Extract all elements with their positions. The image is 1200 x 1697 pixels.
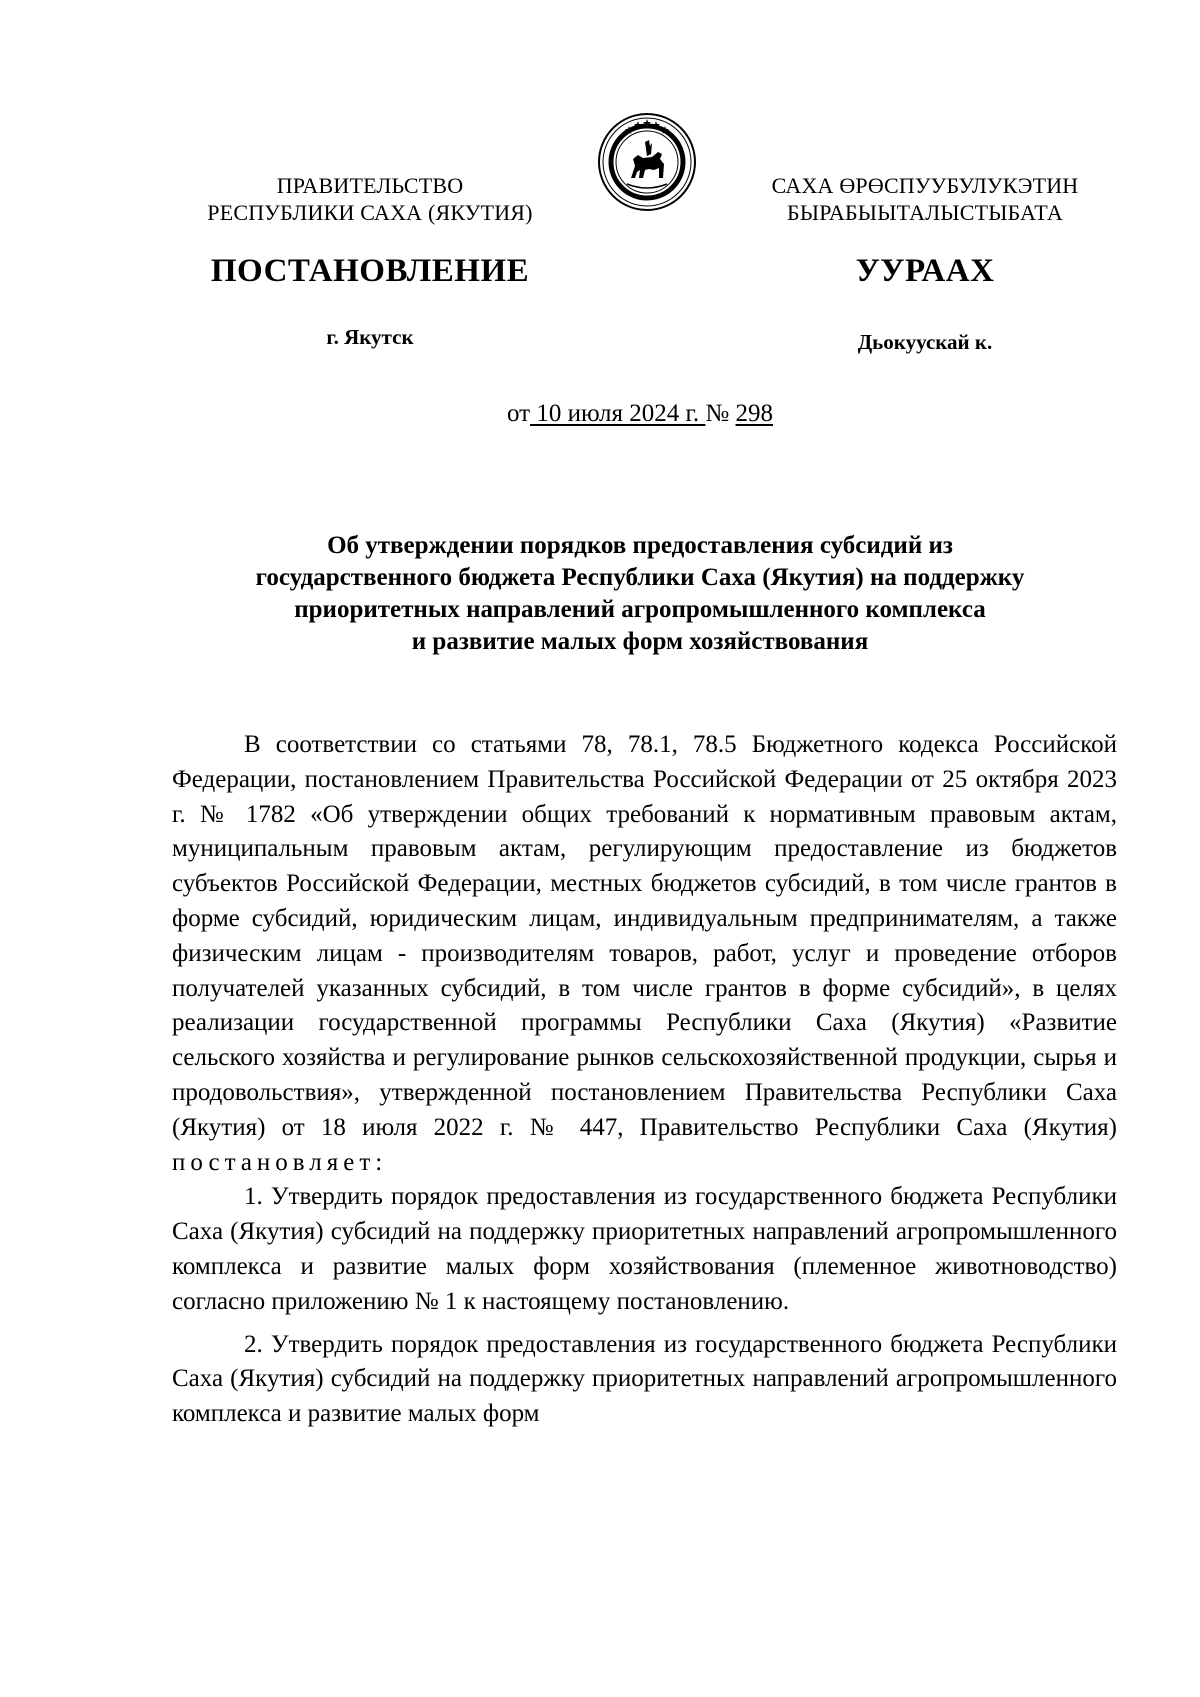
preamble-paragraph [172, 728, 1117, 1180]
org-left-line2: РЕСПУБЛИКИ САХА (ЯКУТИЯ) [207, 200, 533, 225]
number-sign: № [705, 400, 730, 427]
city-sah: Дьокуускай к. [857, 330, 993, 354]
government-name-ru [160, 172, 580, 226]
document-title [160, 530, 1120, 658]
document-date: 10 июля 2024 г. [530, 400, 706, 427]
document-body [172, 728, 1117, 1432]
title-line1: Об утверждении порядков предоставления субсидий из [327, 532, 953, 559]
title-line3: приоритетных направлений агропромышленного комплекса [294, 596, 986, 623]
decree-word: постановляет: [172, 1148, 388, 1176]
title-line4: и развитие малых форм хозяйствования [411, 628, 869, 655]
date-prefix: от [506, 400, 531, 427]
org-right-line2: БЫРАБЫЫТАЛЫСТЫБАТА [787, 200, 1063, 225]
government-name-sah [745, 172, 1105, 226]
doc-type-ru: ПОСТАНОВЛЕНИЕ [210, 253, 530, 289]
city-ru: г. Якутск [326, 325, 414, 349]
doc-type-sah: УУРААХ [855, 253, 995, 289]
preamble-text: В соответствии со статьями 78, 78.1, 78.5 Бюджетного кодекса Российской Федерации, постановлением Правительства Российской Федерации от 25 октября 2023 г. № 1782 «Об утверждении общих требований к нормативным правовым актам, муниципальным правовым актам, регулирующим предоставление из бюджетов субъектов Российской Федерации, местных бюджетов субсидий, в том числе грантов в форме субсидий, юридическим лицам, индивидуальным предпринимателям, а также физическим лицам - производителям товаров, работ, услуг и проведение отборов получателей указанных субсидий, в том числе грантов в форме субсидий», в целях реализации государственной программы Республики Саха (Якутия) «Развитие сельского хозяйства и регулирование рынков сельскохозяйственной продукции, сырья и продовольствия», утвержденной постановлением Правительства Республики Саха (Якутия) от 18 июля 2022 г. № 447, Правительство Республики Саха (Якутия) [172, 731, 1117, 1141]
item-2-paragraph: 2. Утвердить порядок предоставления из государственного бюджета Республики Саха (Якутия) субсидий на поддержку приоритетных направлений агропромышленного комплекса и развитие малых форм [172, 1330, 1117, 1428]
item-1-paragraph: 1. Утвердить порядок предоставления из государственного бюджета Республики Саха (Якутия) субсидий на поддержку приоритетных направлений агропромышленного комплекса и развитие малых форм хозяйствования (племенное животноводство) согласно приложению № 1 к настоящему постановлению. [172, 1183, 1117, 1315]
org-left-line1: ПРАВИТЕЛЬСТВО [276, 173, 464, 198]
coat-of-arms-icon [597, 112, 697, 212]
document-number: 298 [735, 400, 774, 427]
document-date-number [160, 400, 1120, 428]
org-right-line1: САХА ӨРӨСПУУБУЛУКЭТИН [771, 173, 1079, 198]
title-line2: государственного бюджета Республики Саха (Якутия) на поддержку [255, 564, 1025, 591]
